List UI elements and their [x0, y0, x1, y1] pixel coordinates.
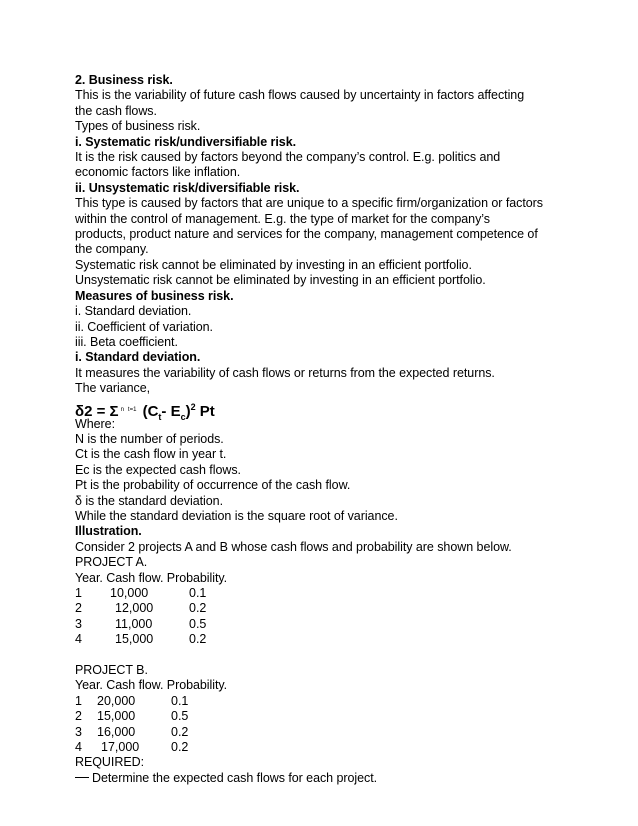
subsection-heading: i. Standard deviation.	[75, 350, 201, 365]
list-item: i. Standard deviation.	[75, 304, 192, 319]
paragraph-line: This is the variability of future cash flows caused by uncertainty in factors affecting	[75, 88, 525, 103]
formula-close: )	[185, 402, 191, 420]
task-text: Determine the expected cash flows for each project.	[92, 770, 378, 785]
subsection-heading: Measures of business risk.	[75, 288, 234, 303]
formula-pt: Pt	[195, 402, 215, 420]
paragraph-line: This type is caused by factors that are unique to a specific firm/organization or factors	[75, 196, 543, 211]
prob-cell: 0.2	[189, 632, 207, 647]
definition-item: Ct is the cash flow in year t.	[75, 447, 227, 462]
year-cell: 4	[75, 739, 82, 754]
paragraph-line: Consider 2 projects A and B whose cash flows and probability are shown below.	[75, 539, 512, 554]
formula-sigma: Σ	[109, 402, 119, 420]
paragraph-line: Systematic risk cannot be eliminated by investing in an efficient portfolio.	[75, 257, 472, 272]
table-row	[75, 632, 565, 647]
paragraph-line: Types of business risk.	[75, 119, 201, 134]
project-a-header: Year. Cash flow. Probability.	[75, 570, 228, 585]
cash-cell: 15,000	[97, 709, 136, 724]
cash-cell: 10,000	[110, 586, 149, 600]
paragraph-line: economic factors like inflation.	[75, 165, 241, 180]
year-cell: 4	[75, 632, 82, 647]
list-item: iii. Beta coefficient.	[75, 334, 178, 349]
year-cell: 1	[75, 586, 82, 600]
prob-cell: 0.1	[189, 586, 207, 600]
subsection-heading: Illustration.	[75, 524, 142, 539]
formula-lhs: δ2 =	[75, 402, 110, 420]
subsection-heading: ii. Unsystematic risk/diversifiable risk.	[75, 180, 300, 195]
task-line	[75, 771, 565, 786]
definition-item: δ is the standard deviation.	[75, 493, 224, 508]
definition-item: Ec is the expected cash flows.	[75, 462, 241, 477]
table-row	[75, 725, 565, 740]
paragraph-line: It is the risk caused by factors beyond the company’s control. E.g. politics and	[75, 150, 501, 165]
subsection-heading: i. Systematic risk/undiversifiable risk.	[75, 134, 297, 149]
paragraph-line: The variance,	[75, 381, 151, 396]
formula-minus: - E	[161, 402, 181, 420]
section-heading: 2. Business risk.	[75, 73, 173, 87]
cash-cell: 17,000	[101, 739, 140, 754]
year-cell: 2	[75, 709, 82, 724]
cash-cell: 16,000	[97, 724, 136, 739]
project-b-header: Year. Cash flow. Probability.	[75, 678, 228, 693]
list-item: ii. Coefficient of variation.	[75, 319, 213, 334]
year-cell: 3	[75, 616, 82, 631]
formula-open: (C	[138, 402, 159, 420]
definition-item: N is the number of periods.	[75, 431, 224, 446]
year-cell: 1	[75, 693, 82, 708]
table-row	[75, 740, 565, 755]
paragraph-line: products, product nature and services for the company, management competence of	[75, 227, 538, 242]
formula-t1: t=1	[127, 406, 137, 413]
year-cell: 2	[75, 601, 82, 616]
cash-cell: 11,000	[115, 616, 153, 631]
cash-cell: 20,000	[97, 693, 136, 708]
variance-formula	[75, 397, 565, 422]
table-row	[75, 709, 565, 724]
paragraph-line: While the standard deviation is the square root of variance.	[75, 508, 398, 523]
cash-cell: 15,000	[115, 632, 154, 647]
table-row	[75, 586, 565, 601]
paragraph-line: within the control of management. E.g. the type of market for the company’s	[75, 211, 490, 226]
required-label: REQUIRED:	[75, 755, 145, 770]
year-cell: 3	[75, 724, 82, 739]
prob-cell: 0.5	[171, 709, 189, 724]
definition-item: Pt is the probability of occurrence of the cash flow.	[75, 478, 351, 493]
paragraph-line: Where:	[75, 416, 115, 431]
formula-square: 2	[190, 401, 196, 412]
formula-n: n	[120, 406, 124, 413]
table-row	[75, 694, 565, 709]
table-row	[75, 617, 565, 632]
paragraph-line: It measures the variability of cash flows or returns from the expected returns.	[75, 365, 495, 380]
project-a-title: PROJECT A.	[75, 555, 148, 570]
prob-cell: 0.2	[189, 601, 207, 616]
formula-c-sub: c	[180, 411, 186, 422]
paragraph-line: Unsystematic risk cannot be eliminated by investing in an efficient portfolio.	[75, 273, 486, 288]
paragraph-line: the cash flows.	[75, 103, 157, 118]
prob-cell: 0.2	[171, 724, 189, 739]
cash-cell: 12,000	[115, 601, 154, 616]
table-row	[75, 601, 565, 616]
project-b-title: PROJECT B.	[75, 662, 148, 677]
prob-cell: 0.1	[171, 693, 189, 708]
document-body	[75, 73, 565, 786]
paragraph-line: the company.	[75, 242, 149, 257]
formula-t-sub: t	[158, 411, 162, 422]
prob-cell: 0.2	[171, 739, 189, 754]
prob-cell: 0.5	[189, 616, 207, 631]
dash-mark	[75, 777, 89, 778]
spacer	[75, 648, 565, 663]
